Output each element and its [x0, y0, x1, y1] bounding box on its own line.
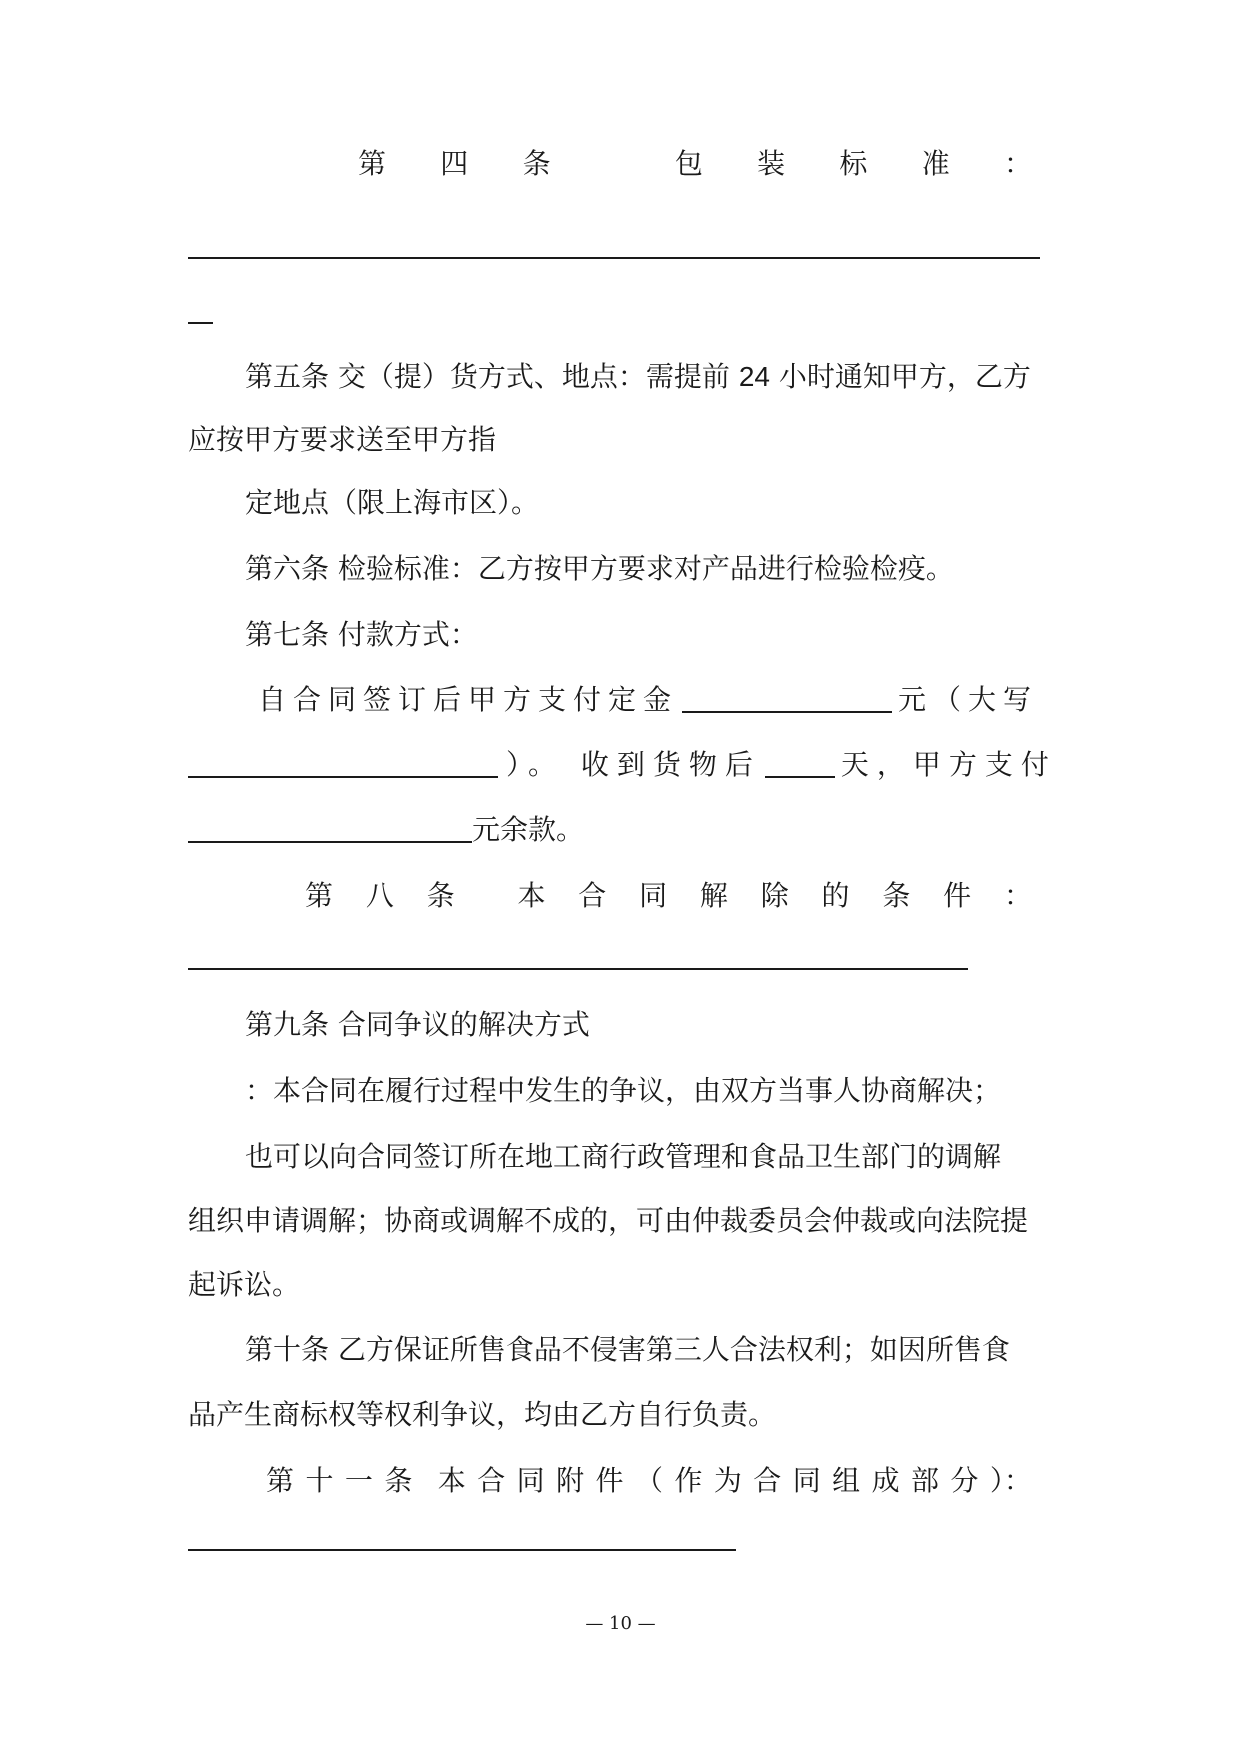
article4-heading [358, 144, 1032, 184]
article11-heading [266, 1461, 1032, 1501]
article9-title: 第九条 合同争议的解决方式 [245, 1008, 590, 1041]
article11-char: 条 [384, 1464, 413, 1497]
article11-char: 成 [871, 1464, 900, 1497]
article4-char: 四 [440, 147, 469, 180]
article4-blank-line [188, 257, 1040, 259]
article9-line3: 组织申请调解；协商或调解不成的，可由仲裁委员会仲裁或向法院提 [188, 1204, 1029, 1237]
article11-char: 件 [595, 1464, 624, 1497]
article10-line1: 第十条 乙方保证所售食品不侵害第三人合法权利；如因所售食 [245, 1333, 1010, 1366]
article11-char: 作 [674, 1464, 703, 1497]
article8-char: ： [1003, 879, 1032, 912]
article11-char: 附 [556, 1464, 585, 1497]
article4-char: 标 [839, 147, 868, 180]
article4-char: 准 [921, 147, 950, 180]
article6-line: 第六条 检验标准：乙方按甲方要求对产品进行检验检疫。 [245, 552, 954, 585]
article11-char: 组 [832, 1464, 861, 1497]
article8-char: 条 [882, 879, 911, 912]
article8-char: 同 [639, 879, 668, 912]
article11-char: 同 [792, 1464, 821, 1497]
article5-line2: 应按甲方要求送至甲方指 [188, 423, 497, 456]
article8-char: 合 [578, 879, 607, 912]
article7-close-received: ）。 收到货物后 [506, 748, 761, 781]
article11-char: 分 [950, 1464, 979, 1497]
article8-char: 条 [426, 879, 455, 912]
article11-char: 十 [305, 1464, 334, 1497]
article4-char: 包 [674, 147, 703, 180]
article7-title: 第七条 付款方式： [245, 618, 478, 651]
article5-line1 [245, 357, 1031, 397]
article11-char: 本 [437, 1464, 466, 1497]
article8-char: 件 [943, 879, 972, 912]
article11-blank-line [188, 1549, 736, 1551]
article11-char: 合 [477, 1464, 506, 1497]
article4-blank-line-tail [188, 322, 213, 324]
article8-blank-line [188, 968, 968, 970]
article9-line4: 起诉讼。 [188, 1268, 301, 1301]
deposit-amount-blank [682, 683, 892, 713]
article5-hours: 24 [738, 361, 770, 392]
article7-yuan-upper: 元（大写 [898, 683, 1039, 716]
article11-char: 为 [713, 1464, 742, 1497]
article11-char: 一 [344, 1464, 373, 1497]
article11-char: 第 [266, 1464, 295, 1497]
article7-day-pay: 天，甲方支付 [840, 748, 1057, 781]
article9-line1: ：本合同在履行过程中发生的争议，由双方当事人协商解决； [245, 1074, 1002, 1107]
article10-line2: 品产生商标权等权利争议，均由乙方自行负责。 [188, 1398, 777, 1431]
balance-blank [188, 813, 472, 843]
article7-balance: 元余款。 [472, 813, 585, 846]
article4-char: 条 [522, 147, 551, 180]
article11-char: ）： [989, 1464, 1032, 1497]
article7-deposit-text: 自合同签订后甲方支付定金 [258, 683, 679, 716]
article7-line1 [258, 680, 1038, 720]
article8-char: 第 [305, 879, 334, 912]
article11-char: （ [634, 1464, 663, 1497]
article4-char: ： [1003, 147, 1032, 180]
article11-char: 同 [516, 1464, 545, 1497]
page-number: — 10 — [585, 1613, 656, 1634]
article11-char: 部 [911, 1464, 940, 1497]
days-blank [765, 748, 835, 778]
article4-char: 第 [358, 147, 387, 180]
article8-char: 除 [760, 879, 789, 912]
article8-char: 解 [699, 879, 728, 912]
article5-line3: 定地点（限上海市区）。 [245, 486, 540, 519]
article8-char: 的 [821, 879, 850, 912]
article4-char: 装 [757, 147, 786, 180]
article9-line2: 也可以向合同签订所在地工商行政管理和食品卫生部门的调解 [245, 1140, 1002, 1173]
article8-heading [305, 876, 1032, 916]
article5-prefix: 第五条 交（提）货方式、地点：需提前 [245, 360, 730, 393]
article8-char: 八 [365, 879, 394, 912]
deposit-upper-blank [188, 748, 498, 778]
article7-line3 [188, 810, 584, 850]
article5-suffix: 小时通知甲方，乙方 [778, 360, 1031, 393]
article7-line2 [188, 745, 1057, 785]
article8-char: 本 [517, 879, 546, 912]
article11-char: 合 [753, 1464, 782, 1497]
